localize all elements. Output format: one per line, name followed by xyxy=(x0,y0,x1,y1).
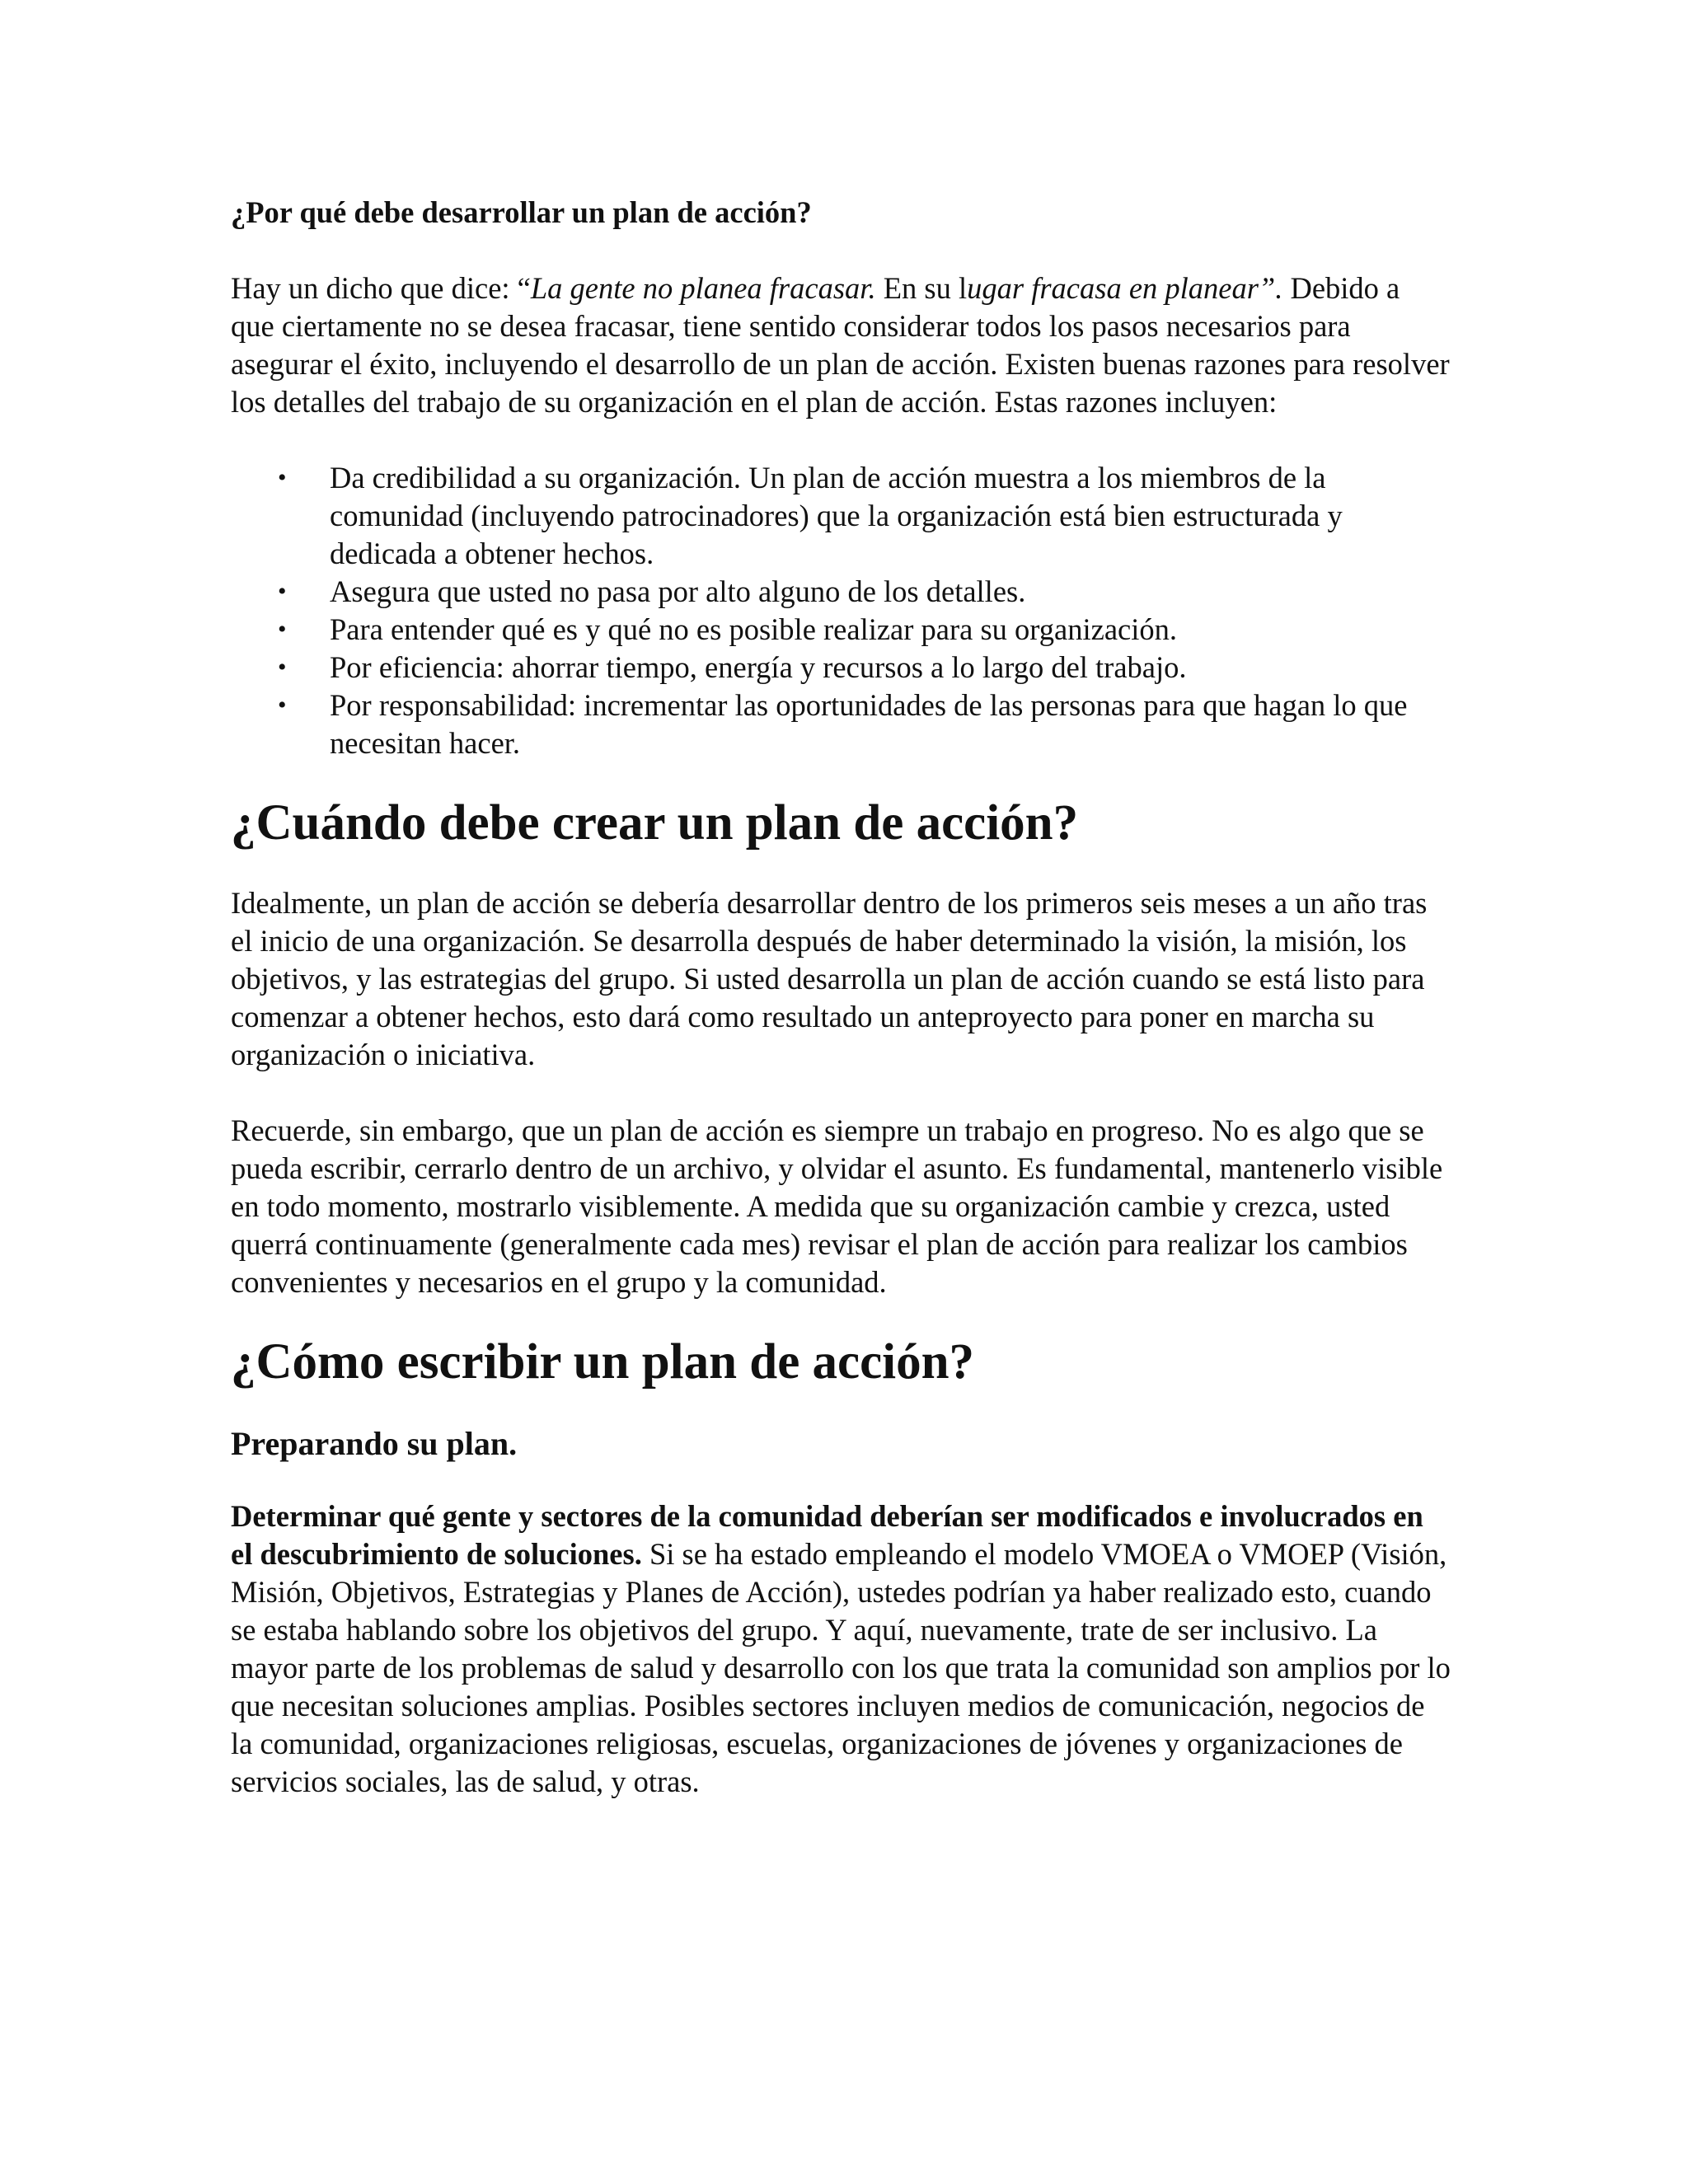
how-paragraph-lead: Determinar qué gente y sectores de la comunidad deberían ser modificados e involucrados en el descubrimiento de soluciones. xyxy=(231,1499,1423,1571)
intro-quote-2: ugar fracasa en planear”. xyxy=(967,271,1283,305)
list-item xyxy=(231,649,1451,687)
intro-text-a: Hay un dicho que dice: “ xyxy=(231,271,531,305)
when-paragraph-1: Idealmente, un plan de acción se debería desarrollar dentro de los primeros seis meses a un año tras el inicio de una organización. Se desarrolla después de haber determinado la visión, la misión, los objetivos, y las estrategias del grupo. Si usted desarrolla un plan de acción cuando se está listo para comenzar a obtener hechos, esto dará como resultado un anteproyecto para poner en marcha su organización o iniciativa. xyxy=(231,886,1428,1071)
section-heading-why: ¿Por qué debe desarrollar un plan de acción? xyxy=(231,195,812,229)
how-paragraph-1 xyxy=(231,1497,1451,1801)
when-paragraph-2: Recuerde, sin embargo, que un plan de acción es siempre un trabajo en progreso. No es algo que se pueda escribir, cerrarlo dentro de un archivo, y olvidar el asunto. Es fundamental, mantenerlo visible en todo momento, mostrarlo visiblemente. A medida que su organización cambie y crezca, usted querrá continuamente (generalmente cada mes) revisar el plan de acción para realizar los cambios convenientes y necesarios en el grupo y la comunidad. xyxy=(231,1113,1443,1299)
list-item xyxy=(231,459,1451,573)
paragraph-spacer xyxy=(231,1074,1451,1112)
bullet-icon: • xyxy=(278,654,287,681)
list-item xyxy=(231,611,1451,649)
intro-text-b: En su l xyxy=(875,271,968,305)
list-item-text: Para entender qué es y qué no es posible realizar para su organización. xyxy=(330,612,1178,646)
subsection-heading-preparing: Preparando su plan. xyxy=(231,1425,518,1462)
bullet-icon: • xyxy=(278,616,287,643)
list-item-text: Asegura que usted no pasa por alto alguno de los detalles. xyxy=(330,574,1026,608)
how-paragraph-body: Si se ha estado empleando el modelo VMOEA o VMOEP (Visión, Misión, Objetivos, Estrategias y Planes de Acción), ustedes podrían ya haber realizado esto, cuando se estaba hablando sobre los objetivos del grupo. Y aquí, nuevamente, trate de ser inclusivo. La mayor parte de los problemas de salud y desarrollo con los que trata la comunidad son amplios por lo que necesitan soluciones amplias. Posibles sectores incluyen medios de comunicación, negocios de la comunidad, organizaciones religiosas, escuelas, organizaciones de jóvenes y organizaciones de servicios sociales, las de salud, y otras. xyxy=(231,1537,1451,1798)
list-item xyxy=(231,687,1451,762)
list-item-text: Da credibilidad a su organización. Un plan de acción muestra a los miembros de la comunidad (incluyendo patrocinadores) que la organización está bien estructurada y dedicada a obtener hechos. xyxy=(330,461,1343,570)
bullet-icon: • xyxy=(278,691,287,719)
section-heading-when: ¿Cuándo debe crear un plan de acción? xyxy=(231,795,1079,851)
intro-paragraph xyxy=(231,269,1451,421)
list-item-text: Por responsabilidad: incrementar las oportunidades de las personas para que hagan lo que necesitan hacer. xyxy=(330,688,1408,760)
list-item-text: Por eficiencia: ahorrar tiempo, energía y recursos a lo largo del trabajo. xyxy=(330,650,1187,684)
bullet-icon: • xyxy=(278,578,287,605)
intro-quote-1: La gente no planea fracasar. xyxy=(530,271,876,305)
intro-text-c: Debido a que ciertamente no se desea fracasar, tiene sentido considerar todos los pasos necesarios para asegurar el éxito, incluyendo el desarrollo de un plan de acción. Existen buenas razones para resolver los detalles del trabajo de su organización en el plan de acción. Estas razones incluyen: xyxy=(231,271,1450,419)
section-heading-how: ¿Cómo escribir un plan de acción? xyxy=(231,1334,975,1390)
document-page xyxy=(231,194,1451,1801)
bullet-icon: • xyxy=(278,464,287,491)
list-item xyxy=(231,573,1451,611)
reasons-list xyxy=(231,459,1451,762)
